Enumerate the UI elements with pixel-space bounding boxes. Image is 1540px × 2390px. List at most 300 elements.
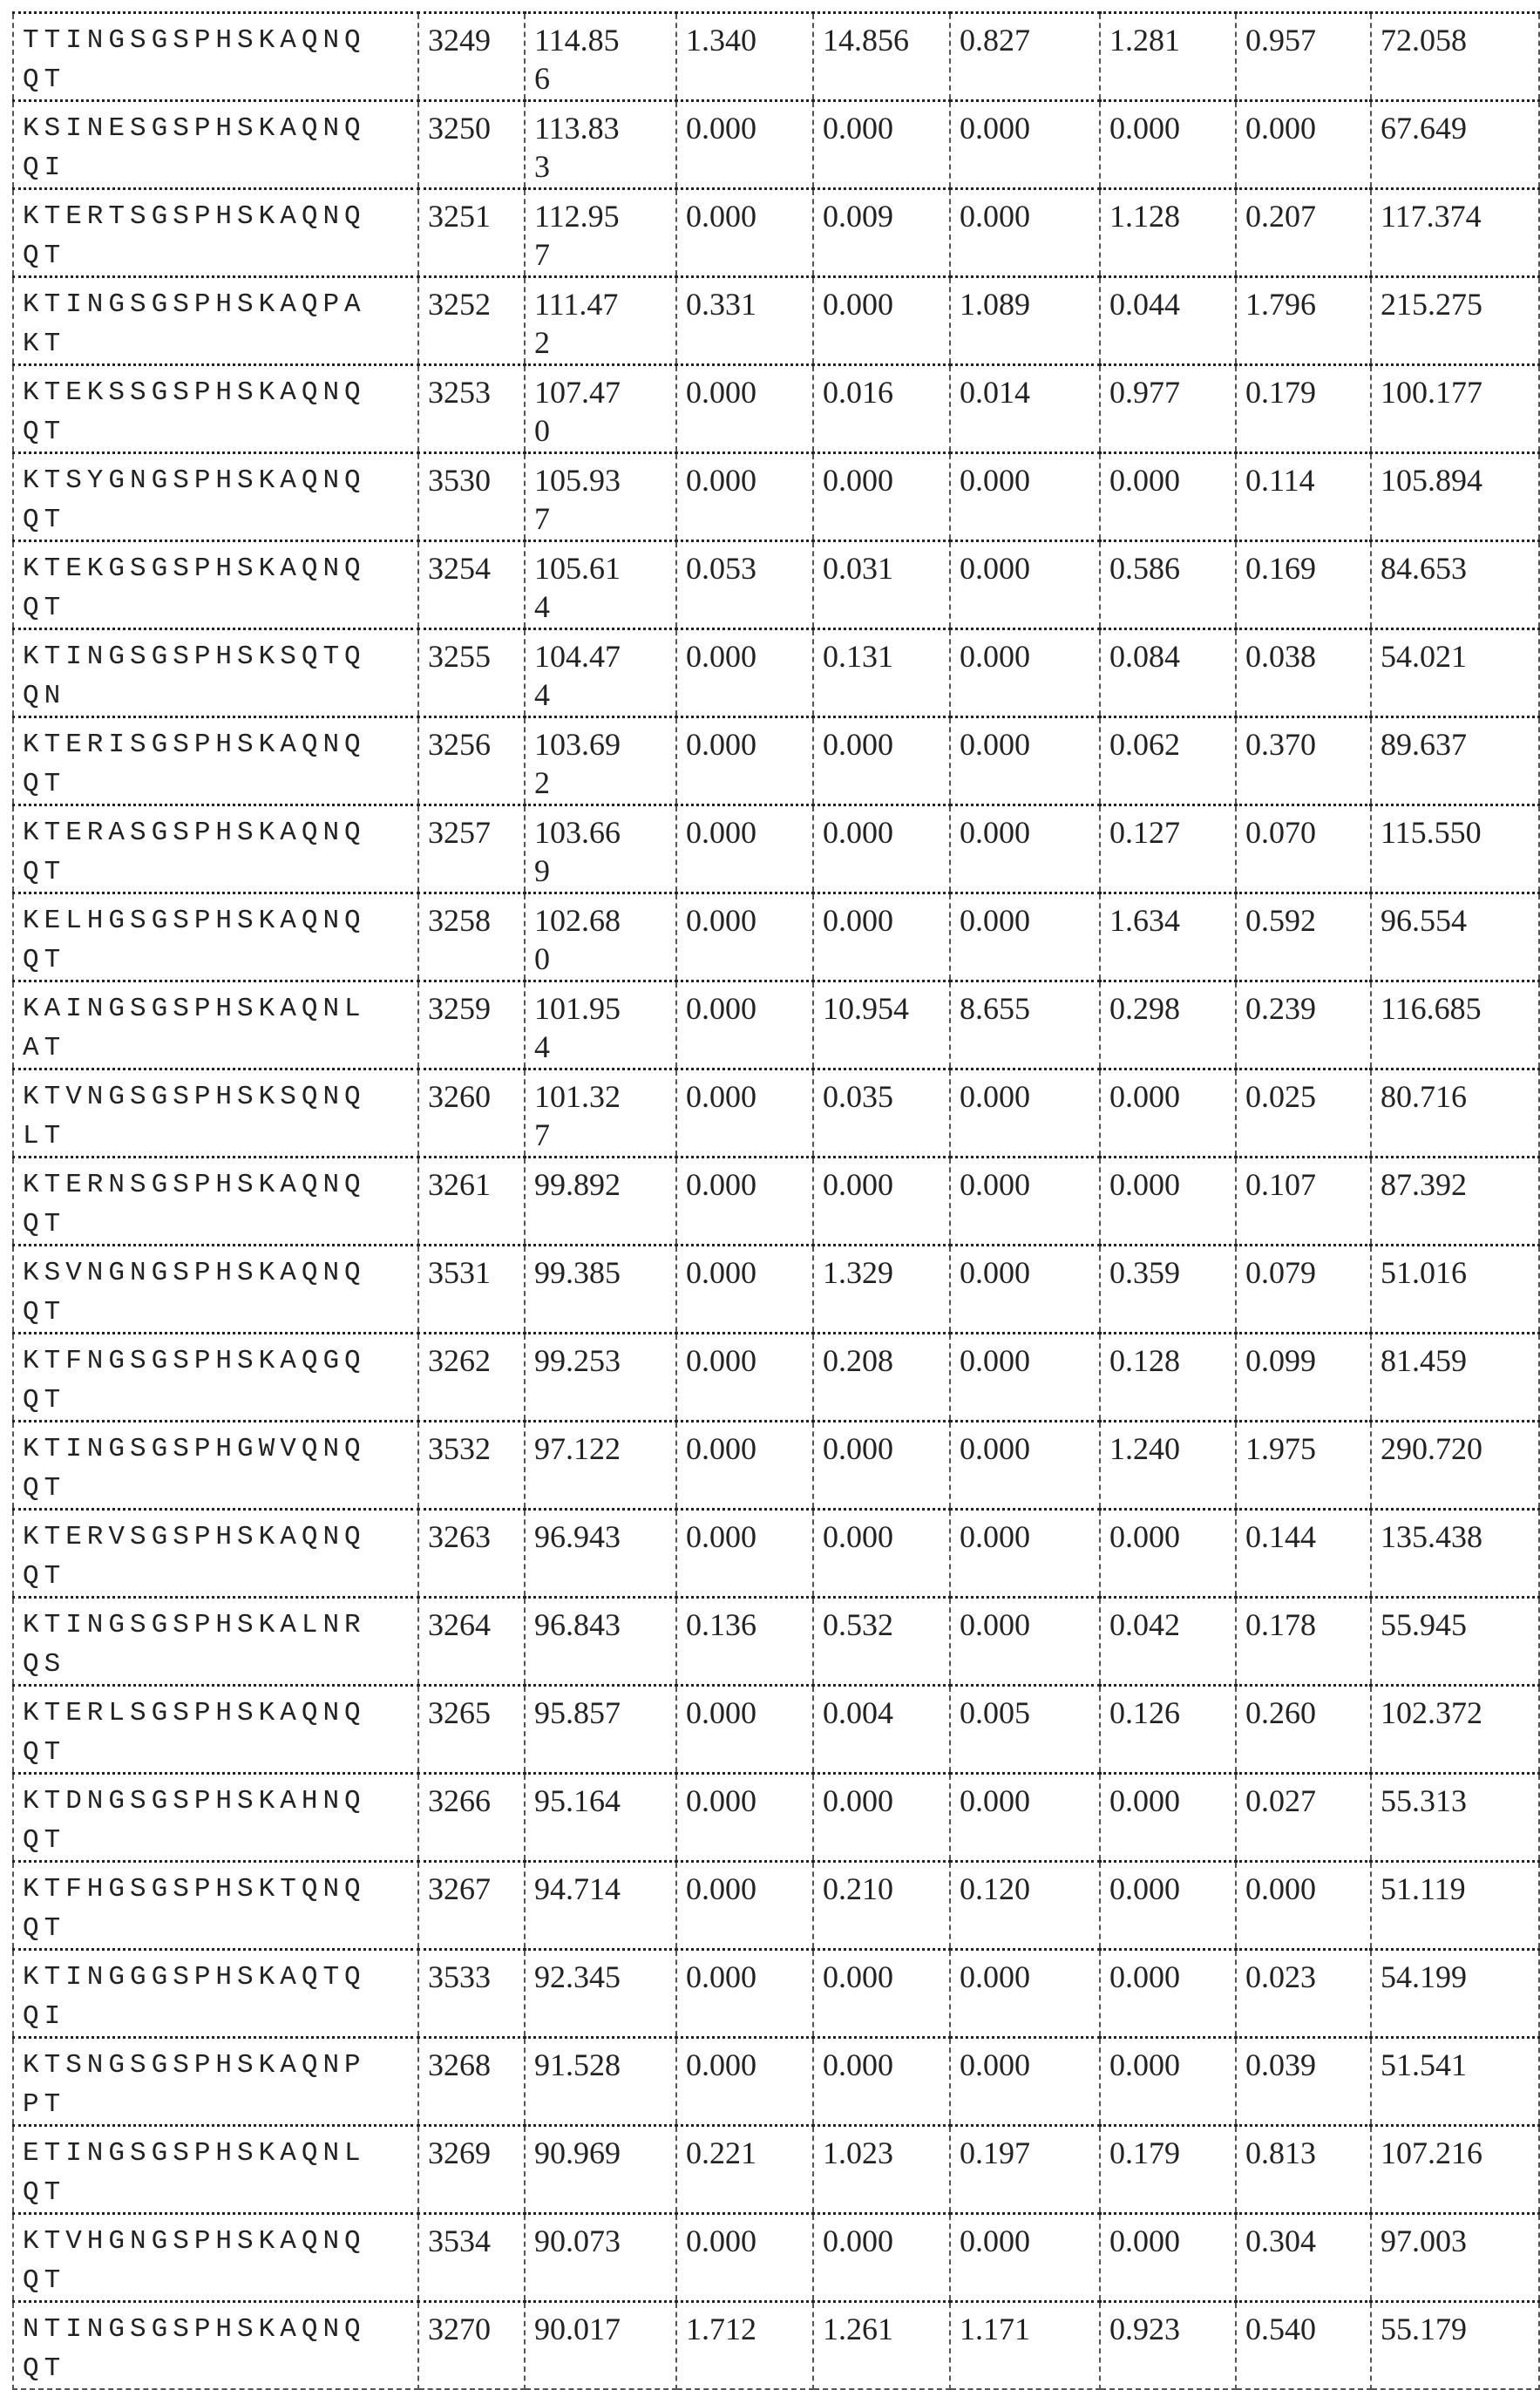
cell-text: 0.000 <box>1109 1165 1235 1204</box>
cell-value-5 <box>1100 1598 1236 1686</box>
cell-value-1 <box>525 365 676 453</box>
cell-value-3 <box>813 717 950 805</box>
cell-text: KTINGSGSPHSKSQTQQN <box>23 637 382 716</box>
cell-text: 95.857 <box>534 1694 630 1732</box>
cell-value-3 <box>813 1774 950 1862</box>
cell-text: 1.634 <box>1109 901 1235 940</box>
cell-text: 90.073 <box>534 2222 630 2260</box>
cell-text: 0.000 <box>960 1606 1099 1644</box>
table-row <box>13 1774 1539 1862</box>
cell-text: 3534 <box>428 2222 524 2260</box>
cell-text: 0.000 <box>1109 109 1235 147</box>
cell-text: 0.000 <box>686 1077 812 1116</box>
table-row <box>13 101 1539 189</box>
cell-text: KTFNGSGSPHSKAQGQQT <box>23 1341 382 1420</box>
cell-text: KTFHGSGSPHSKTQNQQT <box>23 1870 382 1948</box>
cell-value-3 <box>813 2214 950 2302</box>
cell-sequence <box>13 2214 418 2302</box>
cell-value-1 <box>525 1510 676 1598</box>
cell-value-3 <box>813 1422 950 1510</box>
cell-value-2 <box>676 453 813 541</box>
cell-value-7 <box>1371 2038 1539 2126</box>
cell-text: 0.000 <box>1109 1958 1235 1996</box>
cell-text: 0.127 <box>1109 813 1235 852</box>
cell-text: 80.716 <box>1381 1077 1538 1116</box>
cell-text: 0.000 <box>1109 2046 1235 2084</box>
cell-value-5 <box>1100 1334 1236 1422</box>
cell-text: KTINGSGSPHSKAQPAKT <box>23 285 382 363</box>
cell-text: 0.000 <box>823 109 949 147</box>
cell-value-2 <box>676 2038 813 2126</box>
cell-text: 103.692 <box>534 725 630 802</box>
table-row <box>13 1510 1539 1598</box>
cell-text: 0.221 <box>686 2134 812 2172</box>
cell-text: KSVNGNGSPHSKAQNQQT <box>23 1253 382 1332</box>
cell-value-4 <box>950 893 1100 981</box>
cell-value-3 <box>813 1069 950 1158</box>
table-row <box>13 277 1539 365</box>
cell-text: 3533 <box>428 1958 524 1996</box>
cell-text: 0.000 <box>823 725 949 764</box>
cell-value-2 <box>676 189 813 277</box>
cell-value-1 <box>525 1422 676 1510</box>
cell-seq-id <box>418 1862 525 1950</box>
cell-text: 0.298 <box>1109 989 1235 1028</box>
cell-value-6 <box>1236 1246 1371 1334</box>
cell-text: 3255 <box>428 637 524 676</box>
cell-text: KTERVSGSPHSKAQNQQT <box>23 1518 382 1596</box>
cell-text: 1.023 <box>823 2134 949 2172</box>
cell-value-4 <box>950 1862 1100 1950</box>
cell-text: 0.114 <box>1245 461 1370 499</box>
cell-sequence <box>13 2038 418 2126</box>
cell-text: 0.000 <box>823 813 949 852</box>
cell-value-5 <box>1100 1069 1236 1158</box>
cell-sequence <box>13 1598 418 1686</box>
cell-text: 0.304 <box>1245 2222 1370 2260</box>
cell-value-1 <box>525 1598 676 1686</box>
cell-value-5 <box>1100 1158 1236 1246</box>
cell-text: 0.000 <box>1109 1077 1235 1116</box>
cell-value-5 <box>1100 2038 1236 2126</box>
cell-value-2 <box>676 981 813 1069</box>
cell-value-1 <box>525 981 676 1069</box>
cell-text: 3261 <box>428 1165 524 1204</box>
cell-value-3 <box>813 101 950 189</box>
cell-text: 0.239 <box>1245 989 1370 1028</box>
cell-value-1 <box>525 1334 676 1422</box>
cell-value-6 <box>1236 277 1371 365</box>
cell-text: 102.372 <box>1381 1694 1538 1732</box>
cell-value-1 <box>525 2214 676 2302</box>
cell-text: 0.260 <box>1245 1694 1370 1732</box>
cell-text: KTSNGSGSPHSKAQNPPT <box>23 2046 382 2124</box>
cell-text: 95.164 <box>534 1782 630 1820</box>
cell-sequence <box>13 101 418 189</box>
cell-text: 51.119 <box>1381 1870 1538 1908</box>
cell-text: 1.340 <box>686 21 812 59</box>
cell-text: 0.042 <box>1109 1606 1235 1644</box>
cell-text: 1.261 <box>823 2310 949 2348</box>
table-row <box>13 2038 1539 2126</box>
cell-value-7 <box>1371 805 1539 893</box>
cell-text: 101.327 <box>534 1077 630 1154</box>
cell-value-6 <box>1236 2126 1371 2214</box>
cell-text: 67.649 <box>1381 109 1538 147</box>
cell-text: KTVNGSGSPHSKSQNQLT <box>23 1077 382 1156</box>
cell-value-5 <box>1100 101 1236 189</box>
cell-value-3 <box>813 805 950 893</box>
cell-value-7 <box>1371 1422 1539 1510</box>
cell-value-1 <box>525 1069 676 1158</box>
cell-text: 0.000 <box>960 637 1099 676</box>
cell-text: 96.943 <box>534 1518 630 1556</box>
cell-text: 0.000 <box>823 1518 949 1556</box>
cell-value-7 <box>1371 2126 1539 2214</box>
cell-text: 0.000 <box>1109 1782 1235 1820</box>
table-row <box>13 1158 1539 1246</box>
cell-value-7 <box>1371 2214 1539 2302</box>
table-row <box>13 1334 1539 1422</box>
cell-value-2 <box>676 1510 813 1598</box>
cell-text: 0.169 <box>1245 549 1370 587</box>
cell-text: 3532 <box>428 1429 524 1468</box>
cell-value-4 <box>950 2038 1100 2126</box>
cell-text: 92.345 <box>534 1958 630 1996</box>
cell-text: 0.000 <box>686 2222 812 2260</box>
cell-seq-id <box>418 453 525 541</box>
cell-sequence <box>13 1334 418 1422</box>
cell-value-2 <box>676 1158 813 1246</box>
cell-value-7 <box>1371 1862 1539 1950</box>
cell-text: 104.474 <box>534 637 630 714</box>
cell-text: 0.027 <box>1245 1782 1370 1820</box>
cell-text: 94.714 <box>534 1870 630 1908</box>
cell-value-1 <box>525 189 676 277</box>
cell-text: 3264 <box>428 1606 524 1644</box>
cell-seq-id <box>418 981 525 1069</box>
cell-value-3 <box>813 1510 950 1598</box>
cell-value-4 <box>950 189 1100 277</box>
cell-text: 0.009 <box>823 197 949 235</box>
cell-text: KTERLSGSPHSKAQNQQT <box>23 1694 382 1772</box>
cell-text: 96.843 <box>534 1606 630 1644</box>
cell-value-2 <box>676 365 813 453</box>
cell-value-7 <box>1371 2302 1539 2390</box>
cell-text: 102.680 <box>534 901 630 978</box>
cell-text: 0.000 <box>686 813 812 852</box>
cell-text: 0.827 <box>960 21 1099 59</box>
table-row <box>13 805 1539 893</box>
cell-text: 0.025 <box>1245 1077 1370 1116</box>
cell-value-5 <box>1100 1510 1236 1598</box>
cell-text: 0.532 <box>823 1606 949 1644</box>
cell-text: 0.000 <box>960 549 1099 587</box>
cell-text: 0.813 <box>1245 2134 1370 2172</box>
cell-text: 103.669 <box>534 813 630 890</box>
cell-value-7 <box>1371 1334 1539 1422</box>
cell-text: 3270 <box>428 2310 524 2348</box>
cell-value-4 <box>950 1598 1100 1686</box>
cell-sequence <box>13 1862 418 1950</box>
cell-value-4 <box>950 101 1100 189</box>
cell-text: 1.281 <box>1109 21 1235 59</box>
cell-text: 0.131 <box>823 637 949 676</box>
cell-text: KSINESGSPHSKAQNQQI <box>23 109 382 187</box>
cell-text: 0.592 <box>1245 901 1370 940</box>
cell-text: 114.856 <box>534 21 630 98</box>
cell-seq-id <box>418 629 525 717</box>
cell-value-2 <box>676 1246 813 1334</box>
cell-text: 0.000 <box>960 2222 1099 2260</box>
cell-seq-id <box>418 1686 525 1774</box>
cell-text: KTERTSGSPHSKAQNQQT <box>23 197 382 275</box>
cell-value-5 <box>1100 541 1236 629</box>
cell-value-5 <box>1100 717 1236 805</box>
cell-value-3 <box>813 981 950 1069</box>
cell-value-7 <box>1371 629 1539 717</box>
cell-text: 0.000 <box>686 1958 812 1996</box>
cell-text: 0.000 <box>1245 109 1370 147</box>
cell-value-3 <box>813 1246 950 1334</box>
cell-value-7 <box>1371 277 1539 365</box>
cell-sequence <box>13 805 418 893</box>
cell-value-3 <box>813 1158 950 1246</box>
cell-text: 3257 <box>428 813 524 852</box>
cell-text: 0.000 <box>1109 1518 1235 1556</box>
cell-text: 3265 <box>428 1694 524 1732</box>
data-table <box>12 11 1540 2390</box>
cell-value-2 <box>676 629 813 717</box>
cell-value-1 <box>525 629 676 717</box>
cell-text: 0.000 <box>823 1165 949 1204</box>
cell-text: KTEKSSGSPHSKAQNQQT <box>23 373 382 452</box>
cell-text: 0.000 <box>960 725 1099 764</box>
cell-value-4 <box>950 1422 1100 1510</box>
cell-text: 0.038 <box>1245 637 1370 676</box>
cell-text: 0.370 <box>1245 725 1370 764</box>
cell-text: 0.000 <box>686 1870 812 1908</box>
cell-text: 0.586 <box>1109 549 1235 587</box>
cell-value-2 <box>676 13 813 101</box>
cell-value-4 <box>950 1510 1100 1598</box>
cell-sequence <box>13 2126 418 2214</box>
cell-text: 99.892 <box>534 1165 630 1204</box>
cell-text: 0.359 <box>1109 1253 1235 1292</box>
cell-value-3 <box>813 629 950 717</box>
table-row <box>13 1598 1539 1686</box>
cell-text: 0.035 <box>823 1077 949 1116</box>
cell-value-7 <box>1371 1686 1539 1774</box>
cell-text: 84.653 <box>1381 549 1538 587</box>
cell-text: 0.000 <box>823 2046 949 2084</box>
cell-value-1 <box>525 1950 676 2038</box>
table-row <box>13 1950 1539 2038</box>
cell-sequence <box>13 2302 418 2390</box>
cell-text: 0.079 <box>1245 1253 1370 1292</box>
table-row <box>13 629 1539 717</box>
cell-value-6 <box>1236 629 1371 717</box>
cell-text: ETINGSGSPHSKAQNLQT <box>23 2134 382 2212</box>
cell-value-5 <box>1100 2302 1236 2390</box>
cell-text: 3251 <box>428 197 524 235</box>
cell-seq-id <box>418 2038 525 2126</box>
cell-value-4 <box>950 805 1100 893</box>
cell-seq-id <box>418 189 525 277</box>
cell-seq-id <box>418 13 525 101</box>
table-row <box>13 1246 1539 1334</box>
cell-seq-id <box>418 1950 525 2038</box>
cell-value-6 <box>1236 1950 1371 2038</box>
cell-text: 0.000 <box>960 2046 1099 2084</box>
cell-text: 3262 <box>428 1341 524 1380</box>
cell-text: 81.459 <box>1381 1341 1538 1380</box>
cell-text: 0.208 <box>823 1341 949 1380</box>
cell-value-5 <box>1100 2214 1236 2302</box>
cell-text: 91.528 <box>534 2046 630 2084</box>
cell-text: 54.021 <box>1381 637 1538 676</box>
cell-value-3 <box>813 2126 950 2214</box>
cell-text: 100.177 <box>1381 373 1538 411</box>
cell-value-5 <box>1100 277 1236 365</box>
cell-value-5 <box>1100 1774 1236 1862</box>
cell-text: 97.122 <box>534 1429 630 1468</box>
cell-text: 116.685 <box>1381 989 1538 1028</box>
cell-text: 97.003 <box>1381 2222 1538 2260</box>
cell-text: 96.554 <box>1381 901 1538 940</box>
cell-text: 0.016 <box>823 373 949 411</box>
cell-value-1 <box>525 277 676 365</box>
cell-text: 0.000 <box>823 285 949 323</box>
cell-value-1 <box>525 1158 676 1246</box>
cell-value-4 <box>950 1246 1100 1334</box>
cell-text: 89.637 <box>1381 725 1538 764</box>
cell-sequence <box>13 1246 418 1334</box>
cell-text: 99.253 <box>534 1341 630 1380</box>
cell-text: 0.099 <box>1245 1341 1370 1380</box>
cell-text: 0.000 <box>1109 461 1235 499</box>
cell-value-2 <box>676 805 813 893</box>
cell-value-5 <box>1100 365 1236 453</box>
cell-text: 3263 <box>428 1518 524 1556</box>
cell-text: 0.000 <box>960 1782 1099 1820</box>
cell-value-7 <box>1371 101 1539 189</box>
cell-text: 0.000 <box>823 1782 949 1820</box>
cell-text: 0.178 <box>1245 1606 1370 1644</box>
cell-value-1 <box>525 1862 676 1950</box>
cell-value-1 <box>525 1246 676 1334</box>
cell-sequence <box>13 717 418 805</box>
cell-text: 0.000 <box>1109 2222 1235 2260</box>
cell-seq-id <box>418 101 525 189</box>
cell-seq-id <box>418 1774 525 1862</box>
cell-value-1 <box>525 101 676 189</box>
table-body <box>13 13 1539 2390</box>
cell-text: 3259 <box>428 989 524 1028</box>
cell-text: 0.000 <box>686 1782 812 1820</box>
cell-sequence <box>13 981 418 1069</box>
cell-value-3 <box>813 1598 950 1686</box>
cell-text: 0.000 <box>960 813 1099 852</box>
cell-value-3 <box>813 13 950 101</box>
cell-value-5 <box>1100 1422 1236 1510</box>
cell-value-6 <box>1236 365 1371 453</box>
cell-text: 215.275 <box>1381 285 1538 323</box>
cell-value-1 <box>525 453 676 541</box>
table-row <box>13 189 1539 277</box>
cell-value-6 <box>1236 2038 1371 2126</box>
cell-text: 3250 <box>428 109 524 147</box>
cell-text: 99.385 <box>534 1253 630 1292</box>
cell-sequence <box>13 1422 418 1510</box>
cell-value-2 <box>676 2214 813 2302</box>
cell-value-3 <box>813 2302 950 2390</box>
cell-text: 105.614 <box>534 549 630 626</box>
cell-value-1 <box>525 2038 676 2126</box>
table-row <box>13 1686 1539 1774</box>
cell-text: 3269 <box>428 2134 524 2172</box>
cell-text: 0.005 <box>960 1694 1099 1732</box>
cell-text: 0.031 <box>823 549 949 587</box>
cell-text: KTINGSGSPHGWVQNQQT <box>23 1429 382 1508</box>
cell-seq-id <box>418 1246 525 1334</box>
cell-value-3 <box>813 2038 950 2126</box>
cell-value-4 <box>950 453 1100 541</box>
cell-value-2 <box>676 1334 813 1422</box>
cell-value-6 <box>1236 717 1371 805</box>
cell-text: 0.000 <box>960 1253 1099 1292</box>
cell-value-2 <box>676 277 813 365</box>
cell-value-1 <box>525 893 676 981</box>
cell-text: 3256 <box>428 725 524 764</box>
cell-value-7 <box>1371 1158 1539 1246</box>
cell-text: 0.197 <box>960 2134 1099 2172</box>
cell-text: 0.000 <box>686 989 812 1028</box>
cell-value-1 <box>525 541 676 629</box>
cell-text: 0.000 <box>823 2222 949 2260</box>
cell-text: 14.856 <box>823 21 949 59</box>
cell-text: KTDNGSGSPHSKAHNQQT <box>23 1782 382 1860</box>
cell-text: 3267 <box>428 1870 524 1908</box>
cell-text: 1.089 <box>960 285 1099 323</box>
cell-sequence <box>13 1158 418 1246</box>
cell-seq-id <box>418 1069 525 1158</box>
cell-value-4 <box>950 2302 1100 2390</box>
cell-seq-id <box>418 365 525 453</box>
cell-seq-id <box>418 1422 525 1510</box>
cell-text: 0.207 <box>1245 197 1370 235</box>
cell-value-1 <box>525 2126 676 2214</box>
cell-value-6 <box>1236 1422 1371 1510</box>
cell-value-7 <box>1371 1510 1539 1598</box>
cell-seq-id <box>418 1598 525 1686</box>
cell-text: KTERISGSPHSKAQNQQT <box>23 725 382 804</box>
cell-text: 0.126 <box>1109 1694 1235 1732</box>
cell-text: 0.000 <box>960 1341 1099 1380</box>
cell-value-6 <box>1236 1158 1371 1246</box>
cell-value-5 <box>1100 893 1236 981</box>
cell-value-7 <box>1371 1069 1539 1158</box>
cell-value-3 <box>813 1862 950 1950</box>
cell-text: 1.128 <box>1109 197 1235 235</box>
cell-value-2 <box>676 1686 813 1774</box>
cell-text: 8.655 <box>960 989 1099 1028</box>
cell-value-3 <box>813 541 950 629</box>
cell-text: KTERNSGSPHSKAQNQQT <box>23 1165 382 1244</box>
cell-seq-id <box>418 717 525 805</box>
cell-text: 111.472 <box>534 285 630 362</box>
cell-value-4 <box>950 1950 1100 2038</box>
